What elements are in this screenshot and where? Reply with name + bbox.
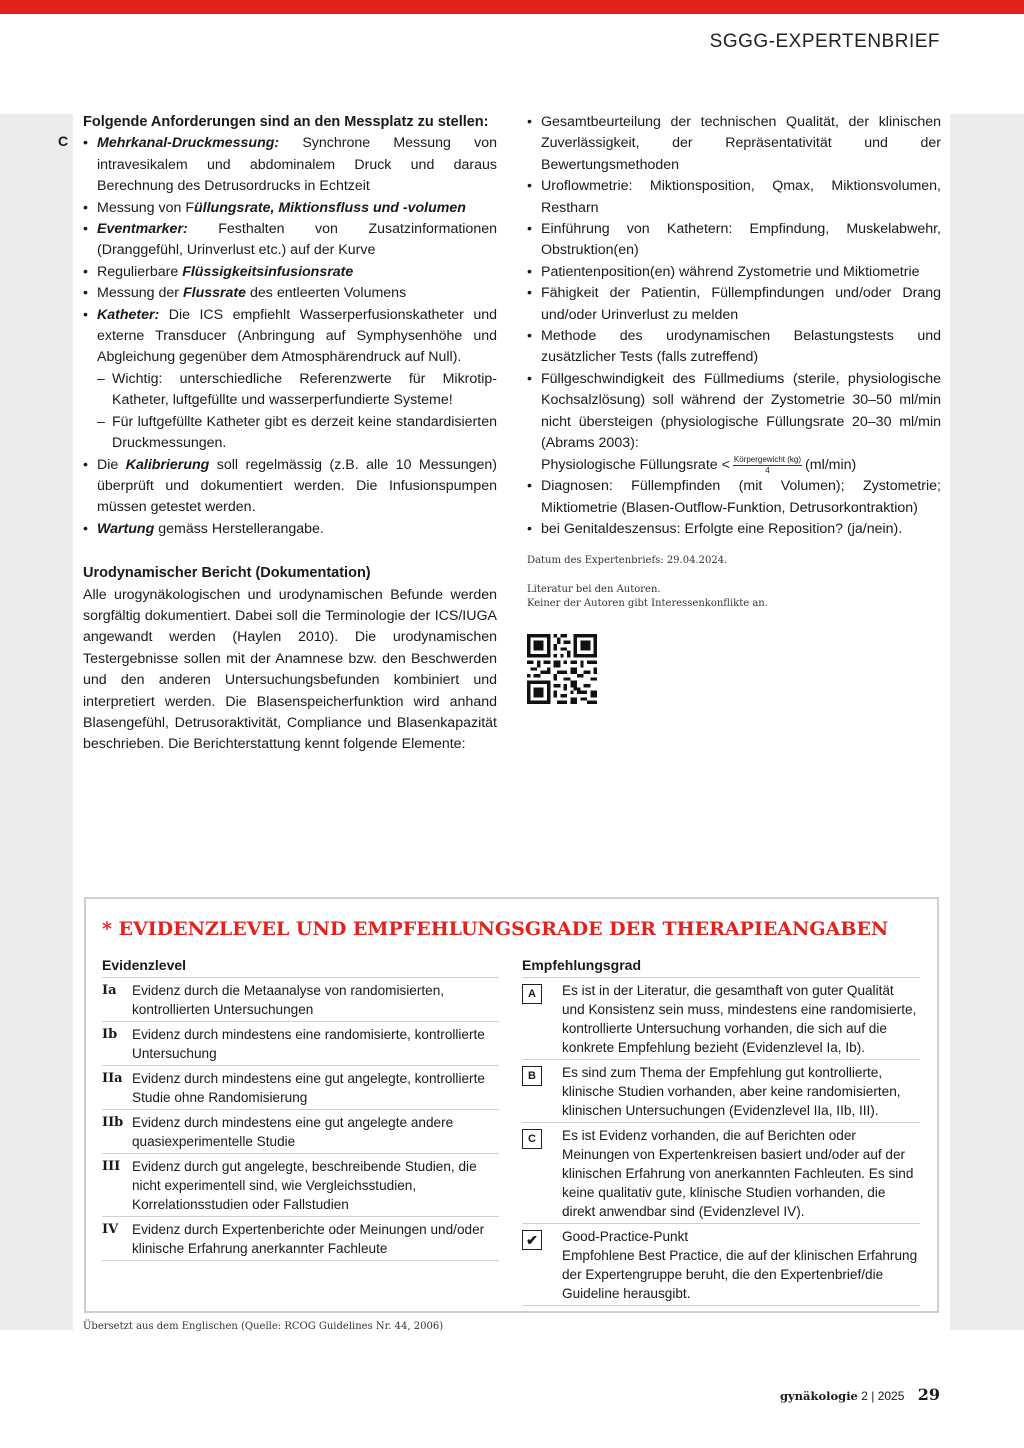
list-item: • Uroflowmetrie: Miktionsposition, Qmax, Miktionsvolumen, Restharn xyxy=(527,176,941,219)
page-footer xyxy=(780,1385,940,1404)
evidence-box-title: * EVIDENZLEVEL UND EMPFEHLUNGSGRADE DER THERAPIEANGABEN xyxy=(102,918,889,940)
sub-list-item: – Für luftgefüllte Katheter gibt es derzeit keine standardisierten Druckmessungen. xyxy=(97,412,497,455)
sub-list-item: – Wichtig: unterschiedliche Referenzwerte für Mikrotip-Katheter, luftgefüllte und wasserperfundierte Systeme! xyxy=(97,369,497,412)
report-paragraph: Alle urogynäkologischen und urodynamischen Befunde werden sorgfältig dokumentiert. Dabei soll die Terminologie der ICS/IUGA angewandt werden (Haylen 2010). Die urodynamischen Testergebnisse sollen mit der Anamnese bzw. den Beschwerden und den anderen Untersuchungsbefunden kombiniert und interpretiert werden. Die Blasenspeicherfunktion wird anhand Blasengefühl, Detrusoraktivität, Compliance und Blasenkapazität beschrieben. Die Berichterstattung kennt folgende Elemente: xyxy=(83,586,497,753)
list-item: • Messung von Füllungsrate, Miktionsfluss und -volumen xyxy=(83,198,497,219)
sub-list xyxy=(97,369,497,455)
list-item: • Fähigkeit der Patientin, Füllempfindungen und/oder Drang und/oder Urinverlust zu melden xyxy=(527,283,941,326)
grade-badge: C xyxy=(522,1129,542,1149)
list-item: • Mehrkanal-Druckmessung: Synchrone Messung von intravesikalem und abdominalem Druck und daraus Berechnung des Detrusordrucks in Echtzeit xyxy=(83,133,497,197)
report-heading: Urodynamischer Bericht (Dokumentation) xyxy=(83,565,371,582)
margin-marker: C xyxy=(58,133,69,149)
grade-badge: B xyxy=(522,1066,542,1086)
evidence-levels xyxy=(102,956,499,1261)
right-margin-band xyxy=(950,114,1024,1330)
list-item: • Methode des urodynamischen Belastungstests und zusätzlicher Tests (falls zutreffend) xyxy=(527,326,941,369)
conflict-note: Keiner der Autoren gibt Interessenkonflikte an. xyxy=(527,598,768,609)
list-item: • Katheter: Die ICS empfiehlt Wasserperfusionskatheter und externe Transducer (Anbringung auf Symphysenhöhe und Abgleichung gegenüber dem Atmosphärendruck auf Null). – Wichtig: unterschiedliche Referenzwerte für Mikrotip-Katheter, luftgefüllte und wasserperfundierte Systeme! – Für luftgefüllte Katheter gibt es derzeit keine standardisierten Druckmessungen. xyxy=(83,305,497,455)
issue-number: 2 | 2025 xyxy=(861,1389,905,1403)
table-row: Ia Evidenz durch die Metaanalyse von randomisierten, kontrollierten Untersuchungen xyxy=(102,978,499,1022)
qr-code[interactable] xyxy=(527,634,597,704)
table-row: IIb Evidenz durch mindestens eine gut angelegte andere quasiexperimentelle Studie xyxy=(102,1110,499,1154)
table-row: III Evidenz durch gut angelegte, beschreibende Studien, die nicht experimentell sind, wie Vergleichsstudien, Korrelationsstudien oder Fallstudien xyxy=(102,1154,499,1217)
page-number: 29 xyxy=(917,1385,940,1404)
top-accent-bar xyxy=(0,0,1024,14)
table-row: A Es ist in der Literatur, die gesamthaft von guter Qualität und Konsistenz sein muss, mindestens eine randomisierte, kontrollierte Untersuchung vorhanden, die sich auf die konkrete Empfehlung bezieht (Evidenzlevel Ia, Ib). xyxy=(522,978,920,1060)
list-item: • bei Genitaldeszensus: Erfolgte eine Reposition? (ja/nein). xyxy=(527,519,941,540)
table-row: Ib Evidenz durch mindestens eine randomisierte, kontrollierte Untersuchung xyxy=(102,1022,499,1066)
list-item: • Patientenposition(en) während Zystometrie und Miktiometrie xyxy=(527,262,941,283)
filling-rate-formula: Physiologische Füllungsrate < $\frac{\text{Körpergewicht (kg)}}{4}$ (ml/min) xyxy=(541,454,857,475)
table-row: ✔ Good-Practice-Punkt Empfohlene Best Practice, die auf der klinischen Erfahrung der Expertengruppe beruht, die den Expertenbrief/die Guideline herausgibt. xyxy=(522,1224,920,1306)
table-row: B Es sind zum Thema der Empfehlung gut kontrollierte, klinische Studien vorhanden, aber keine randomisierten, klinischen Untersuchungen (Evidenzlevel IIa, IIb, III). xyxy=(522,1060,920,1123)
recommendation-grades xyxy=(522,956,920,1306)
list-item: • Eventmarker: Festhalten von Zusatzinformationen (Dranggefühl, Urinverlust etc.) auf der Kurve xyxy=(83,219,497,262)
evidence-levels-heading: Evidenzlevel xyxy=(102,956,499,978)
journal-name: gynäkologie xyxy=(779,1389,858,1403)
checkmark-icon: ✔ xyxy=(522,1230,542,1250)
table-row: C Es ist Evidenz vorhanden, die auf Berichten oder Meinungen von Expertenkreisen basiert und/oder auf der klinischen Erfahrung von anerkannten Fachleuten. Es sind keine qualitativ gute, klinische Studien vorhanden, die direkt anwendbar sind (Evidenzlevel IV). xyxy=(522,1123,920,1224)
list-item: • Füllgeschwindigkeit des Füllmediums (sterile, physiologische Kochsalzlösung) soll während der Zystometrie 30–50 ml/min nicht übersteigen (physiologische Füllungsrate 20–30 ml/min (Abrams 2003): Physiologische Füllungsrate < $\frac{\text{Körpergewicht (kg)}}{4}$ (ml/min) xyxy=(527,369,941,476)
report-elements-list xyxy=(527,112,941,540)
grade-badge: A xyxy=(522,984,542,1004)
source-footnote: Übersetzt aus dem Englischen (Quelle: RCOG Guidelines Nr. 44, 2006) xyxy=(83,1321,444,1332)
list-item: • Einführung von Kathetern: Empfindung, Muskelabwehr, Obstruktion(en) xyxy=(527,219,941,262)
left-column xyxy=(83,112,497,756)
table-row: IV Evidenz durch Expertenberichte oder Meinungen und/oder klinische Erfahrung anerkannter Fachleute xyxy=(102,1217,499,1261)
requirements-heading: Folgende Anforderungen sind an den Messplatz zu stellen: xyxy=(83,114,489,130)
list-item: • Messung der Flussrate des entleerten Volumens xyxy=(83,283,497,304)
list-item: • Gesamtbeurteilung der technischen Qualität, der klinischen Zuverlässigkeit, der Repräsentativität und der Bewertungsmethoden xyxy=(527,112,941,176)
literature-note: Literatur bei den Autoren. xyxy=(527,584,661,595)
left-margin-band xyxy=(0,114,73,1330)
requirements-list xyxy=(83,133,497,540)
list-item: • Die Kalibrierung soll regelmässig (z.B. alle 10 Messungen) überprüft und dokumentiert werden. Die Infusionspumpen müssen getestet werden. xyxy=(83,455,497,519)
table-row: IIa Evidenz durch mindestens eine gut angelegte, kontrollierte Studie ohne Randomisierung xyxy=(102,1066,499,1110)
brief-date: Datum des Expertenbriefs: 29.04.2024. xyxy=(527,555,728,566)
list-item: • Regulierbare Flüssigkeitsinfusionsrate xyxy=(83,262,497,283)
list-item: • Diagnosen: Füllempfinden (mit Volumen); Zystometrie; Miktiometrie (Blasen-Outflow-Funktion, Detrusorkontraktion) xyxy=(527,476,941,519)
recommendation-grades-heading: Empfehlungsgrad xyxy=(522,956,920,978)
right-column xyxy=(527,112,941,540)
running-header: SGGG-EXPERTENBRIEF xyxy=(709,31,940,52)
list-item: • Wartung gemäss Herstellerangabe. xyxy=(83,519,497,540)
